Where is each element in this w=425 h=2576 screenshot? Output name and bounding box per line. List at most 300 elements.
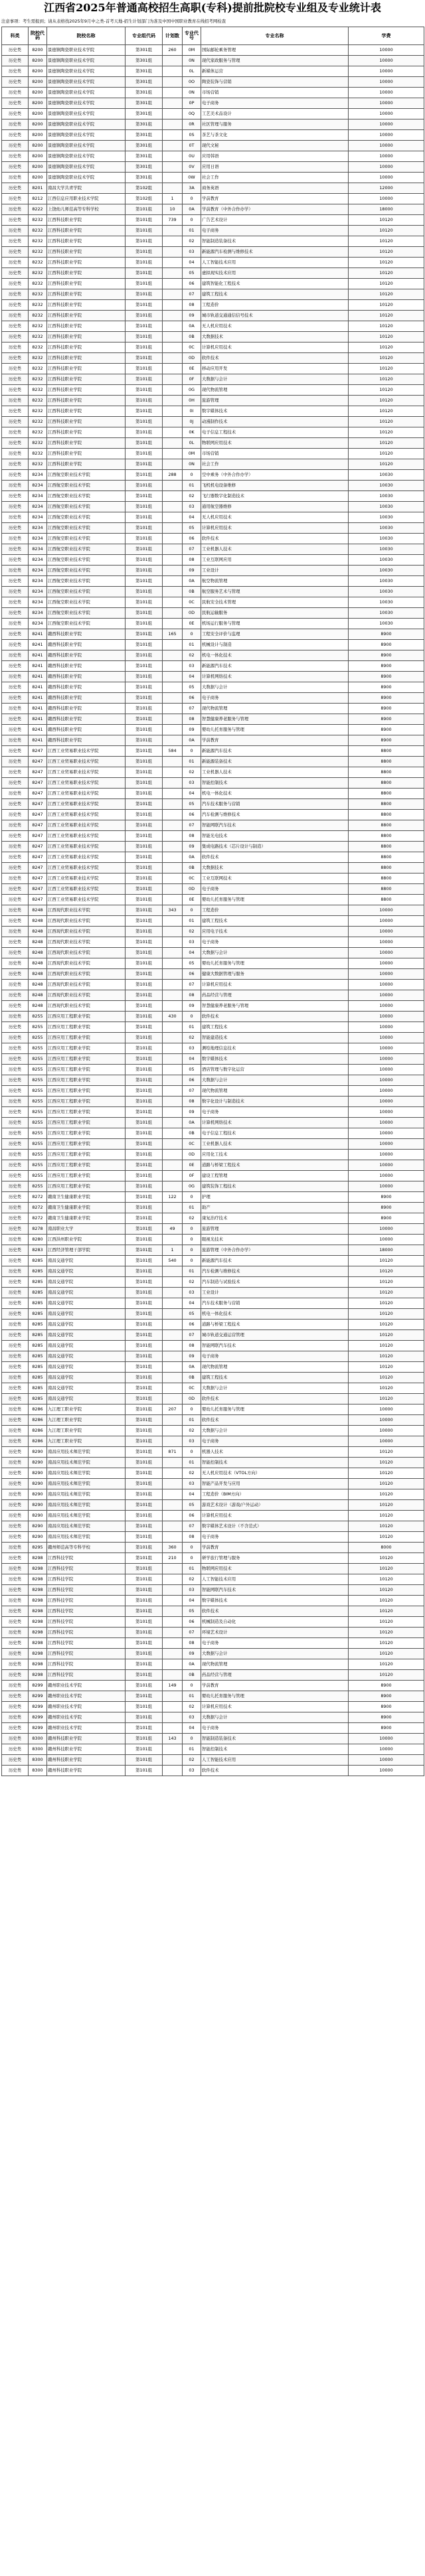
cell-category: 历史类: [2, 1691, 29, 1702]
cell-tuition: 10120: [349, 1256, 424, 1266]
cell-group-code: 第101组: [126, 1436, 163, 1447]
cell-major-name: 电子商务: [201, 1436, 349, 1447]
cell-school-code: 8248: [29, 948, 47, 958]
cell-category: 历史类: [2, 1245, 29, 1256]
table-row: [2, 576, 424, 587]
cell-tuition: 8000: [349, 1543, 424, 1553]
cell-group-code: 第101组: [126, 1086, 163, 1097]
table-row: [2, 725, 424, 735]
cell-plan-count: [163, 1596, 183, 1606]
cell-group-code: 第101组: [126, 1500, 163, 1511]
cell-category: 历史类: [2, 831, 29, 842]
cell-school-code: 8286: [29, 1404, 47, 1415]
cell-school-name: 赣州科技职业学院: [47, 1755, 126, 1766]
table-row: [2, 767, 424, 778]
cell-school-code: 8295: [29, 1543, 47, 1553]
cell-category: 历史类: [2, 1118, 29, 1128]
cell-plan-count: [163, 374, 183, 385]
cell-tuition: 10030: [349, 619, 424, 629]
cell-school-name: 赣西科技职业学院: [47, 704, 126, 714]
cell-tuition: 10120: [349, 279, 424, 289]
cell-category: 历史类: [2, 1744, 29, 1755]
cell-category: 历史类: [2, 1128, 29, 1139]
cell-school-name: 江西应用工程职业学院: [47, 1150, 126, 1160]
cell-tuition: 10120: [349, 321, 424, 332]
cell-tuition: 8800: [349, 842, 424, 852]
cell-group-code: 第101组: [126, 1351, 163, 1362]
cell-major-name: 应用化工技术: [201, 1150, 349, 1160]
cell-major-name: 旅游管理: [201, 1224, 349, 1235]
table-row: [2, 1075, 424, 1086]
table-row: [2, 1097, 424, 1107]
cell-category: 历史类: [2, 873, 29, 884]
cell-group-code: 第101组: [126, 332, 163, 342]
cell-school-code: 8285: [29, 1266, 47, 1277]
cell-category: 历史类: [2, 183, 29, 194]
cell-plan-count: [163, 735, 183, 746]
cell-group-code: 第101组: [126, 1734, 163, 1744]
cell-major-code: 0E: [183, 364, 201, 374]
cell-tuition: 8800: [349, 831, 424, 842]
cell-school-code: 8285: [29, 1394, 47, 1404]
cell-school-name: 江西航空职业技术学院: [47, 597, 126, 608]
cell-category: 历史类: [2, 980, 29, 990]
cell-plan-count: [163, 1479, 183, 1489]
cell-major-code: 0P: [183, 98, 201, 109]
cell-school-code: 8200: [29, 88, 47, 98]
cell-school-name: 江西工业贸易职业技术学院: [47, 895, 126, 905]
cell-major-code: 0: [183, 1681, 201, 1691]
cell-major-name: 机器人技术: [201, 1447, 349, 1458]
cell-tuition: 10120: [349, 1468, 424, 1479]
cell-school-name: 赣西科技职业学院: [47, 672, 126, 682]
cell-major-code: 0A: [183, 735, 201, 746]
cell-group-code: 第101组: [126, 427, 163, 438]
cell-group-code: 第101组: [126, 1022, 163, 1033]
cell-group-code: 第101组: [126, 385, 163, 396]
header-major-name: 专业名称: [201, 27, 349, 45]
cell-major-name: 智能控制技术: [201, 1744, 349, 1755]
cell-school-code: 8298: [29, 1670, 47, 1681]
cell-category: 历史类: [2, 173, 29, 183]
table-row: [2, 364, 424, 374]
cell-school-name: 赣州科技职业学院: [47, 1734, 126, 1744]
cell-group-code: 第101组: [126, 279, 163, 289]
cell-major-name: 电子信息工程技术: [201, 1128, 349, 1139]
cell-major-code: 08: [183, 990, 201, 1001]
table-row: [2, 534, 424, 544]
cell-school-name: 江西应用工程职业学院: [47, 1118, 126, 1128]
cell-category: 历史类: [2, 1638, 29, 1649]
cell-school-name: 景德镇陶瓷职业技术学院: [47, 173, 126, 183]
cell-category: 历史类: [2, 1670, 29, 1681]
table-row: [2, 1150, 424, 1160]
cell-plan-count: 1: [163, 194, 183, 204]
cell-major-code: 09: [183, 566, 201, 576]
cell-category: 历史类: [2, 1394, 29, 1404]
cell-category: 历史类: [2, 714, 29, 725]
cell-plan-count: [163, 77, 183, 88]
table-row: [2, 969, 424, 980]
cell-school-name: 江西科技学院: [47, 1649, 126, 1659]
cell-major-name: 机电一体化技术: [201, 789, 349, 799]
table-row: [2, 459, 424, 470]
cell-major-name: 护理: [201, 1192, 349, 1203]
cell-tuition: 10120: [349, 289, 424, 300]
cell-major-name: 软件技术: [201, 353, 349, 364]
cell-school-name: 南昌应用技术师范学院: [47, 1479, 126, 1489]
cell-group-code: 第101组: [126, 1277, 163, 1288]
cell-tuition: 10120: [349, 258, 424, 268]
table-row: [2, 1213, 424, 1224]
cell-major-name: 大数据与会计: [201, 1075, 349, 1086]
table-row: [2, 66, 424, 77]
cell-group-code: 第101组: [126, 364, 163, 374]
cell-school-name: 江西科技学院: [47, 1553, 126, 1564]
cell-school-code: 8248: [29, 905, 47, 916]
table-row: [2, 831, 424, 842]
cell-school-name: 江西工业贸易职业技术学院: [47, 746, 126, 757]
cell-group-code: 第301组: [126, 162, 163, 173]
cell-major-code: 03: [183, 778, 201, 789]
cell-plan-count: [163, 119, 183, 130]
cell-school-name: 南昌交通学院: [47, 1298, 126, 1309]
header-plan-count: 计划数: [163, 27, 183, 45]
cell-category: 历史类: [2, 1564, 29, 1574]
cell-major-name: 社区管理与服务: [201, 119, 349, 130]
cell-major-name: 工业设计: [201, 566, 349, 576]
cell-school-name: 江西航空职业技术学院: [47, 502, 126, 512]
cell-group-code: 第101组: [126, 1489, 163, 1500]
cell-major-code: 09: [183, 1351, 201, 1362]
cell-category: 历史类: [2, 77, 29, 88]
cell-plan-count: [163, 1606, 183, 1617]
cell-major-name: 茶艺与茶文化: [201, 130, 349, 141]
cell-major-code: 0M: [183, 45, 201, 56]
cell-tuition: 10120: [349, 1532, 424, 1543]
cell-group-code: 第101组: [126, 597, 163, 608]
table-row: [2, 714, 424, 725]
table-row: [2, 427, 424, 438]
cell-school-name: 江西科技职业学院: [47, 417, 126, 427]
cell-category: 历史类: [2, 236, 29, 247]
cell-school-name: 江西科技学院: [47, 1659, 126, 1670]
table-row: [2, 735, 424, 746]
cell-major-name: 虚拟现实技术应用: [201, 268, 349, 279]
cell-major-code: 0B: [183, 863, 201, 873]
table-row: [2, 162, 424, 173]
cell-category: 历史类: [2, 247, 29, 258]
cell-major-name: 游戏艺术设计（游戏/户外运动）: [201, 1500, 349, 1511]
cell-plan-count: [163, 1150, 183, 1160]
cell-group-code: 第101组: [126, 873, 163, 884]
cell-major-name: 建筑装饰工程技术: [201, 1181, 349, 1192]
cell-tuition: 10120: [349, 226, 424, 236]
header-school-code: 院校代码: [29, 27, 47, 45]
cell-school-name: 江西科技职业学院: [47, 268, 126, 279]
cell-category: 历史类: [2, 693, 29, 704]
cell-plan-count: [163, 1320, 183, 1330]
cell-plan-count: [163, 1373, 183, 1383]
cell-plan-count: [163, 1075, 183, 1086]
cell-category: 历史类: [2, 1086, 29, 1097]
table-row: [2, 1606, 424, 1617]
cell-group-code: 第101组: [126, 1181, 163, 1192]
cell-school-code: 8232: [29, 215, 47, 226]
cell-plan-count: 540: [163, 1256, 183, 1266]
cell-group-code: 第101组: [126, 396, 163, 406]
cell-tuition: 10000: [349, 990, 424, 1001]
cell-school-code: 8300: [29, 1744, 47, 1755]
cell-category: 历史类: [2, 1192, 29, 1203]
cell-major-name: 大数据与会计: [201, 1712, 349, 1723]
cell-group-code: 第301组: [126, 88, 163, 98]
cell-school-code: 8300: [29, 1755, 47, 1766]
cell-school-name: 江西现代职业技术学院: [47, 1001, 126, 1012]
header-major-code: 专业代号: [183, 27, 201, 45]
cell-tuition: 10000: [349, 1054, 424, 1065]
cell-plan-count: [163, 1330, 183, 1341]
cell-major-name: 大数据与会计: [201, 1426, 349, 1436]
cell-major-code: 0: [183, 194, 201, 204]
cell-group-code: 第101组: [126, 587, 163, 597]
cell-plan-count: [163, 1309, 183, 1320]
cell-category: 历史类: [2, 1606, 29, 1617]
cell-major-code: 0: [183, 1543, 201, 1553]
cell-major-name: 建设工程管理: [201, 1171, 349, 1181]
cell-plan-count: [163, 1097, 183, 1107]
cell-tuition: 10120: [349, 427, 424, 438]
cell-school-name: 江西航空职业技术学院: [47, 523, 126, 534]
cell-major-name: 陶瓷装饰与营销: [201, 77, 349, 88]
cell-school-code: 8200: [29, 151, 47, 162]
table-row: [2, 1298, 424, 1309]
cell-major-name: 智能制造装备技术: [201, 1734, 349, 1744]
cell-plan-count: [163, 109, 183, 119]
cell-major-code: 01: [183, 1458, 201, 1468]
cell-plan-count: [163, 661, 183, 672]
table-row: [2, 1426, 424, 1436]
cell-tuition: 10120: [349, 1383, 424, 1394]
cell-school-name: 江西科技职业学院: [47, 279, 126, 289]
cell-plan-count: [163, 927, 183, 937]
cell-major-name: 工程造价（BIM方向）: [201, 1489, 349, 1500]
cell-school-code: 8255: [29, 1033, 47, 1043]
cell-major-code: 02: [183, 1755, 201, 1766]
cell-plan-count: [163, 1564, 183, 1574]
cell-major-code: 0: [183, 905, 201, 916]
cell-category: 历史类: [2, 1022, 29, 1033]
cell-tuition: 8800: [349, 895, 424, 905]
cell-major-name: 机械制造及自动化: [201, 1617, 349, 1628]
cell-major-name: 工程安全评价与监理: [201, 629, 349, 640]
cell-major-code: 0: [183, 746, 201, 757]
cell-major-name: 机场运行服务与管理: [201, 619, 349, 629]
cell-group-code: 第101组: [126, 555, 163, 566]
cell-group-code: 第101组: [126, 1128, 163, 1139]
table-row: [2, 236, 424, 247]
cell-school-code: 8248: [29, 1001, 47, 1012]
cell-major-name: 新能源汽车检测与维修技术: [201, 247, 349, 258]
cell-major-name: 建筑工程技术: [201, 916, 349, 927]
cell-category: 历史类: [2, 481, 29, 491]
cell-school-name: 南昌交通学院: [47, 1362, 126, 1373]
cell-category: 历史类: [2, 863, 29, 873]
cell-school-code: 8241: [29, 629, 47, 640]
cell-plan-count: [163, 1171, 183, 1181]
cell-school-code: 8234: [29, 481, 47, 491]
cell-tuition: 10000: [349, 109, 424, 119]
cell-school-name: 江西科技职业学院: [47, 438, 126, 449]
cell-school-name: 赣州职业技术学院: [47, 1691, 126, 1702]
cell-tuition: 8900: [349, 704, 424, 714]
cell-major-name: 大数据与会计: [201, 1383, 349, 1394]
cell-category: 历史类: [2, 1065, 29, 1075]
cell-school-name: 江西航空职业技术学院: [47, 576, 126, 587]
cell-category: 历史类: [2, 1458, 29, 1468]
cell-plan-count: [163, 88, 183, 98]
cell-school-code: 8234: [29, 576, 47, 587]
cell-tuition: 18000: [349, 204, 424, 215]
table-row: [2, 1012, 424, 1022]
cell-school-code: 8247: [29, 895, 47, 905]
table-row: [2, 1341, 424, 1351]
cell-category: 历史类: [2, 1436, 29, 1447]
cell-plan-count: [163, 1649, 183, 1659]
cell-group-code: 第101组: [126, 566, 163, 576]
cell-group-code: 第101组: [126, 1553, 163, 1564]
cell-school-code: 8241: [29, 714, 47, 725]
cell-tuition: 8900: [349, 629, 424, 640]
cell-school-code: 8255: [29, 1181, 47, 1192]
cell-school-code: 8200: [29, 119, 47, 130]
cell-category: 历史类: [2, 1362, 29, 1373]
cell-category: 历史类: [2, 958, 29, 969]
cell-school-name: 景德镇陶瓷职业技术学院: [47, 130, 126, 141]
cell-category: 历史类: [2, 937, 29, 948]
cell-major-name: 计算机应用技术: [201, 342, 349, 353]
cell-group-code: 第101组: [126, 1681, 163, 1691]
cell-school-code: 8285: [29, 1277, 47, 1288]
cell-school-name: 江西科技职业学院: [47, 247, 126, 258]
cell-tuition: 10000: [349, 173, 424, 183]
cell-school-name: 江西航空职业技术学院: [47, 512, 126, 523]
cell-school-code: 8234: [29, 512, 47, 523]
cell-category: 历史类: [2, 534, 29, 544]
cell-group-code: 第101组: [126, 449, 163, 459]
cell-category: 历史类: [2, 990, 29, 1001]
cell-school-name: 赣州职业技术学院: [47, 1702, 126, 1712]
cell-major-code: 01: [183, 1203, 201, 1213]
cell-major-code: 01: [183, 1415, 201, 1426]
cell-tuition: 10120: [349, 353, 424, 364]
cell-group-code: 第301组: [126, 119, 163, 130]
cell-plan-count: [163, 1574, 183, 1585]
cell-tuition: 10000: [349, 162, 424, 173]
cell-major-code: 0: [183, 629, 201, 640]
cell-category: 历史类: [2, 1298, 29, 1309]
cell-major-name: 软件技术: [201, 1012, 349, 1022]
cell-tuition: 10000: [349, 969, 424, 980]
cell-major-code: 0L: [183, 66, 201, 77]
cell-school-name: 江西科技学院: [47, 1596, 126, 1606]
cell-category: 历史类: [2, 767, 29, 778]
cell-major-code: 0B: [183, 1670, 201, 1681]
cell-major-code: 0A: [183, 321, 201, 332]
cell-category: 历史类: [2, 1277, 29, 1288]
cell-school-code: 8232: [29, 459, 47, 470]
cell-category: 历史类: [2, 1224, 29, 1235]
cell-major-code: 03: [183, 247, 201, 258]
cell-category: 历史类: [2, 1766, 29, 1776]
cell-group-code: 第101组: [126, 1479, 163, 1489]
cell-group-code: 第101组: [126, 1596, 163, 1606]
cell-tuition: 10120: [349, 1564, 424, 1574]
cell-school-code: 8247: [29, 852, 47, 863]
cell-school-code: 8200: [29, 109, 47, 119]
cell-category: 历史类: [2, 948, 29, 958]
cell-major-name: 工业设计: [201, 1288, 349, 1298]
cell-plan-count: [163, 1500, 183, 1511]
cell-tuition: 10120: [349, 1596, 424, 1606]
cell-school-name: 景德镇陶瓷职业技术学院: [47, 45, 126, 56]
table-row: [2, 1574, 424, 1585]
table-row: [2, 1309, 424, 1320]
table-row: [2, 1224, 424, 1235]
cell-major-name: 旅游管理（中外合作办学）: [201, 1245, 349, 1256]
cell-tuition: 10120: [349, 1341, 424, 1351]
cell-category: 历史类: [2, 810, 29, 820]
table-row: [2, 88, 424, 98]
table-row: [2, 1171, 424, 1181]
cell-group-code: 第101组: [126, 799, 163, 810]
cell-school-code: 8286: [29, 1436, 47, 1447]
cell-major-code: 0T: [183, 141, 201, 151]
cell-plan-count: [163, 183, 183, 194]
cell-plan-count: 165: [163, 629, 183, 640]
cell-category: 历史类: [2, 1213, 29, 1224]
cell-major-code: 0: [183, 470, 201, 481]
table-row: [2, 173, 424, 183]
cell-school-code: 8247: [29, 746, 47, 757]
cell-plan-count: [163, 1691, 183, 1702]
cell-school-name: 江西应用工程职业学院: [47, 1181, 126, 1192]
cell-plan-count: [163, 1362, 183, 1373]
cell-school-name: 景德镇陶瓷职业技术学院: [47, 77, 126, 88]
cell-tuition: 10120: [349, 1266, 424, 1277]
table-row: [2, 863, 424, 873]
cell-major-code: 02: [183, 1426, 201, 1436]
cell-school-code: 8234: [29, 619, 47, 629]
table-row: [2, 215, 424, 226]
cell-category: 历史类: [2, 1596, 29, 1606]
cell-major-code: 01: [183, 1022, 201, 1033]
cell-group-code: 第102组: [126, 183, 163, 194]
cell-school-code: 8290: [29, 1489, 47, 1500]
cell-group-code: 第301组: [126, 56, 163, 66]
cell-group-code: 第101组: [126, 1521, 163, 1532]
cell-major-code: 0B: [183, 332, 201, 342]
cell-tuition: 10000: [349, 1012, 424, 1022]
table-row: [2, 1638, 424, 1649]
table-row: [2, 1235, 424, 1245]
cell-tuition: 8900: [349, 1192, 424, 1203]
cell-plan-count: [163, 151, 183, 162]
cell-group-code: 第101组: [126, 1245, 163, 1256]
cell-plan-count: [163, 980, 183, 990]
cell-school-name: 江西工业贸易职业技术学院: [47, 852, 126, 863]
cell-major-code: 01: [183, 640, 201, 650]
